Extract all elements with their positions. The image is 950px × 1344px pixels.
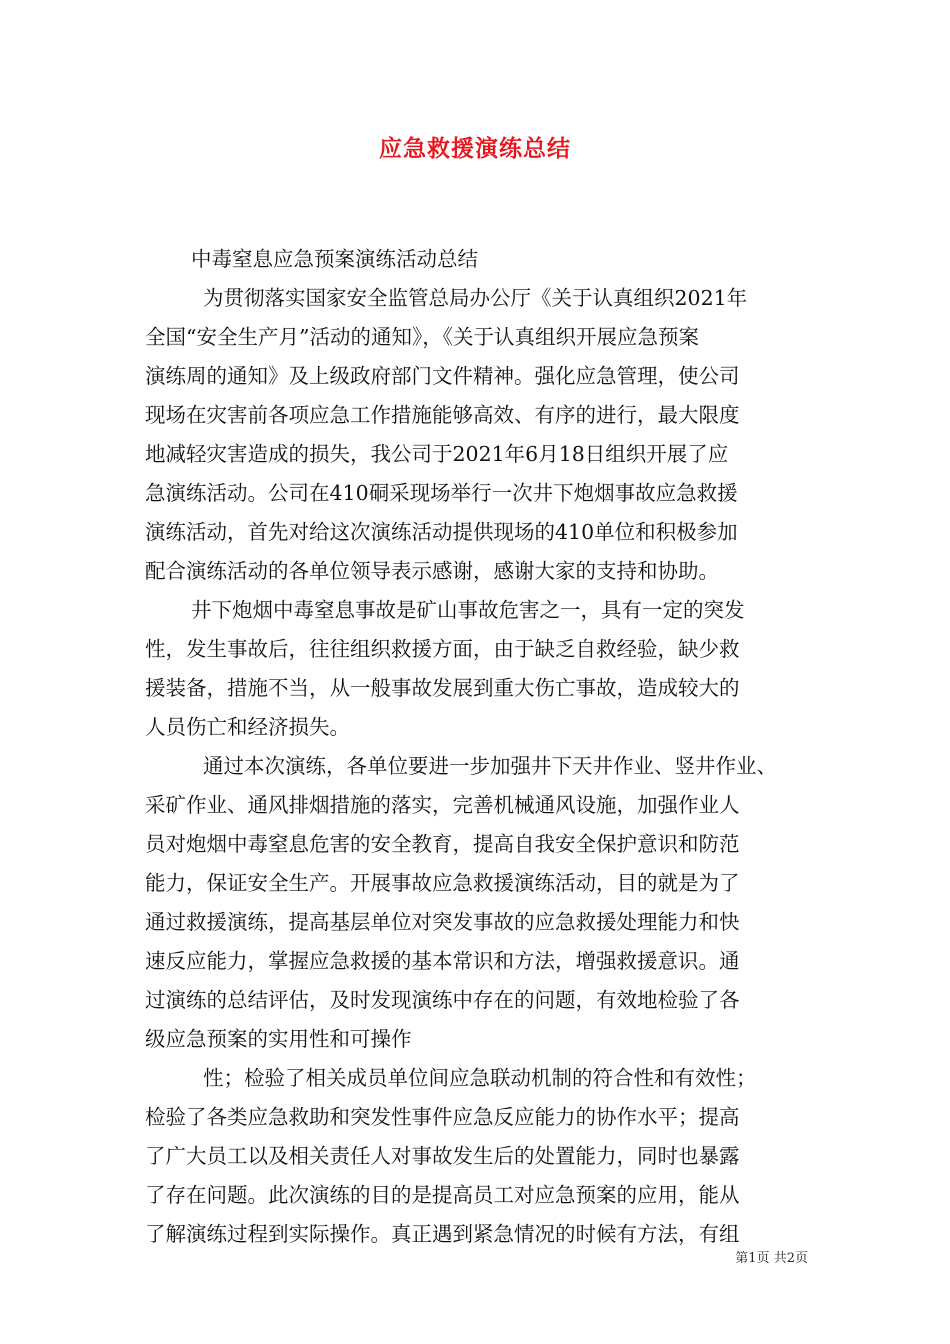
footer-prefix: 第 [735,1251,749,1266]
body-line: 通过救援演练，提高基层单位对突发事故的应急救援处理能力和快 [145,910,740,934]
body-line: 人员伤亡和经济损失。 [145,715,350,739]
document-body [145,240,810,1254]
footer-current-page: 1 [748,1251,757,1266]
document-title: 应急救援演练总结 [379,135,571,162]
body-line: 全国“安全生产月”活动的通知》，《关于认真组织开展应急预案 [145,325,699,349]
body-line: 了广大员工以及相关责任人对事故发生后的处置能力，同时也暴露 [145,1144,740,1168]
body-line: 演练周的通知》及上级政府部门文件精神。强化应急管理，使公司 [145,364,740,388]
body-line: 通过本次演练，各单位要进一步加强井下天井作业、竖井作业、 [203,754,777,778]
body-line: 采矿作业、通风排烟措施的落实，完善机械通风设施，加强作业人 [145,793,740,817]
footer-total-pages: 2 [786,1251,795,1266]
body-line: 了存在问题。此次演练的目的是提高员工对应急预案的应用，能从 [145,1183,740,1207]
footer-suffix: 页 [794,1251,808,1266]
body-line: 配合演练活动的各单位领导表示感谢，感谢大家的支持和协助。 [145,559,719,583]
body-line: 级应急预案的实用性和可操作 [145,1027,412,1051]
body-line: 援装备，措施不当，从一般事故发展到重大伤亡事故，造成较大的 [145,676,740,700]
body-line: 中毒窒息应急预案演练活动总结 [191,247,478,271]
footer-mid: 页 共 [756,1251,787,1266]
body-line: 性；检验了相关成员单位间应急联动机制的符合性和有效性； [203,1066,757,1090]
body-line: 过演练的总结评估，及时发现演练中存在的问题，有效地检验了各 [145,988,740,1012]
body-line: 员对炮烟中毒窒息危害的安全教育，提高自我安全保护意识和防范 [145,832,740,856]
body-line: 现场在灾害前各项应急工作措施能够高效、有序的进行，最大限度 [145,403,740,427]
body-line: 了解演练过程到实际操作。真正遇到紧急情况的时候有方法，有组 [145,1222,740,1246]
body-line: 能力，保证安全生产。开展事故应急救援演练活动，目的就是为了 [145,871,740,895]
body-line: 性，发生事故后，往往组织救援方面，由于缺乏自救经验，缺少救 [145,637,740,661]
body-line: 地减轻灾害造成的损失，我公司于2021年6月18日组织开展了应 [145,442,729,466]
page-number-footer [0,1247,808,1266]
body-line: 演练活动，首先对给这次演练活动提供现场的410单位和积极参加 [145,520,738,544]
body-line: 速反应能力，掌握应急救援的基本常识和方法，增强救援意识。通 [145,949,740,973]
body-line: 急演练活动。公司在410硐采现场举行一次井下炮烟事故应急救援 [145,481,738,505]
body-line: 井下炮烟中毒窒息事故是矿山事故危害之一，具有一定的突发 [191,598,745,622]
body-line: 检验了各类应急救助和突发性事件应急反应能力的协作水平；提高 [145,1105,740,1129]
body-line: 为贯彻落实国家安全监管总局办公厅《关于认真组织2021年 [203,286,748,310]
